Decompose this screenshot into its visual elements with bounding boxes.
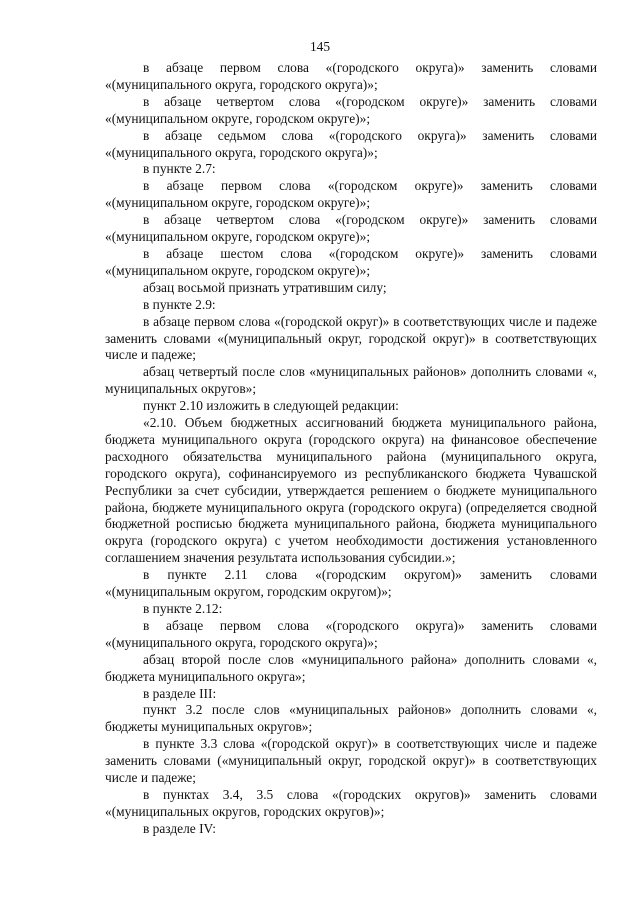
paragraph: «2.10. Объем бюджетных ассигнований бюджета муниципального района, бюджета муниципального округа (городского округа) на финансовое обеспечение расходного обязательства муниципального района (муниципального округа, городского округа), софинансируемого из республиканского бюджета Чувашской Республики за счет субсидии, утверждается решением о бюджете муниципального района, бюджете муниципального округа (городского округа) (определяется сводной бюджетной росписью бюджета муниципального района, бюджета муниципального округа (городского округа) с учетом необходимости достижения установленного соглашением значения результата использования субсидии.»; bbox=[105, 415, 597, 566]
paragraph: пункт 2.10 изложить в следующей редакции: bbox=[143, 398, 399, 414]
paragraph: в пункте 2.11 слова «(городским округом)» заменить словами «(муниципальным округом, городским округом)»; bbox=[105, 567, 597, 600]
paragraph: абзац четвертый после слов «муниципальных районов» дополнить словами «, муниципальных округов»; bbox=[105, 364, 597, 397]
paragraph: пункт 3.2 после слов «муниципальных районов» дополнить словами «, бюджеты муниципальных округов»; bbox=[105, 702, 597, 735]
page-number: 145 bbox=[309, 39, 331, 54]
paragraph: абзац восьмой признать утратившим силу; bbox=[143, 279, 387, 295]
paragraph: в пункте 2.7: bbox=[143, 161, 216, 177]
paragraph: в пункте 2.12: bbox=[143, 601, 223, 616]
paragraph: в абзаце четвертом слова «(городском округе)» заменить словами «(муниципальном округе, городском округе)»; bbox=[105, 212, 597, 245]
paragraph: абзац второй после слов «муниципального района» дополнить словами «, бюджета муниципального округа»; bbox=[105, 651, 597, 684]
paragraph: в пунктах 3.4, 3.5 слова «(городских округов)» заменить словами «(муниципальных округов, городских округов)»; bbox=[105, 786, 597, 819]
paragraph: в абзаце первом слова «(городского округа)» заменить словами «(муниципального округа, городского округа)»; bbox=[105, 617, 597, 650]
paragraph: в абзаце первом слова «(городском округе)» заменить словами «(муниципальном округе, городском округе)»; bbox=[105, 178, 597, 211]
paragraph: в разделе IV: bbox=[143, 820, 216, 836]
paragraph: в абзаце седьмом слова «(городского округа)» заменить словами «(муниципального округа, городского округа)»; bbox=[105, 127, 597, 160]
paragraph: в абзаце первом слова «(городского округа)» заменить словами «(муниципального округа, городского округа)»; bbox=[105, 60, 597, 92]
paragraph: в абзаце четвертом слова «(городском округе)» заменить словами «(муниципальном округе, городском округе)»; bbox=[105, 93, 597, 126]
paragraph: в разделе III: bbox=[143, 685, 217, 701]
paragraph: в абзаце первом слова «(городской округ)» в соответствующих числе и падеже заменить словами «(муниципальный округ, городской округ)» в соответствующих числе и падеже; bbox=[105, 313, 597, 363]
document-body bbox=[105, 60, 597, 838]
paragraph: в пункте 2.9: bbox=[143, 296, 216, 312]
paragraph: в абзаце шестом слова «(городском округе)» заменить словами «(муниципальном округе, городском округе)»; bbox=[105, 245, 597, 278]
paragraph: в пункте 3.3 слова «(городской округ)» в соответствующих числе и падеже заменить словами («муниципальный округ, городской округ)» в соответствующих числе и падеже; bbox=[105, 736, 597, 786]
